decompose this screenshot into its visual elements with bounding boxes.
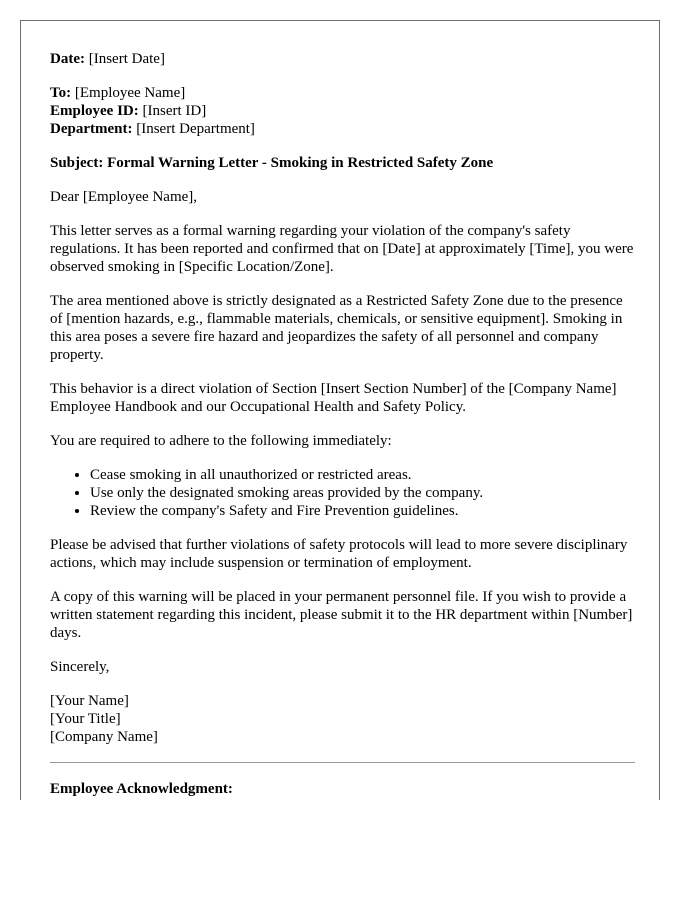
closing-paragraph: Please be advised that further violations of safety protocols will lead to more severe disciplinary actions, which may include suspension or termination of employment. [50,537,628,571]
subject-text: Subject: Formal Warning Letter - Smoking in Restricted Safety Zone [50,155,494,171]
date-label: Date: [50,51,85,67]
department-label: Department: [50,121,133,137]
body-paragraph: This letter serves as a formal warning regarding your violation of the company's safety regulations. It has been reported and confirmed that on [Date] at approximately [Time], you were observed smoking in [Specific Location/Zone]. [50,223,634,275]
body-paragraph: The area mentioned above is strictly designated as a Restricted Safety Zone due to the presence of [mention hazards, e.g., flammable materials, chemicals, or sensitive equipment]. Smoking in this area poses a severe fire hazard and jeopardizes the safety of all personnel and company property. [50,293,623,363]
employee-id-line [50,102,635,120]
signature-name: [Your Name] [50,693,129,709]
body-paragraph: This behavior is a direct violation of Section [Insert Section Number] of the [Company Name] Employee Handbook and our Occupational Health and Safety Policy. [50,381,617,415]
requirements-list [50,466,635,520]
signoff: Sincerely, [50,659,110,675]
date-value: [Insert Date] [88,51,165,67]
section-divider [50,762,635,763]
department-line [50,120,635,138]
body-paragraph: You are required to adhere to the following immediately: [50,433,392,449]
subject-line [50,154,635,172]
to-line [50,84,635,102]
salutation: Dear [Employee Name], [50,189,198,205]
employee-id-value: [Insert ID] [142,103,207,119]
to-label: To: [50,85,72,101]
list-item: • Cease smoking in all unauthorized or restricted areas. [90,466,635,484]
signature-block [50,692,635,746]
recipient-block [50,84,635,138]
closing-paragraph: A copy of this warning will be placed in your permanent personnel file. If you wish to provide a written statement regarding this incident, please submit it to the HR department within [Number] days. [50,589,633,641]
date-line [50,50,635,68]
list-item: • Review the company's Safety and Fire Prevention guidelines. [90,502,635,520]
signature-title: [Your Title] [50,711,121,727]
employee-id-label: Employee ID: [50,103,139,119]
department-value: [Insert Department] [136,121,255,137]
to-value: [Employee Name] [74,85,186,101]
acknowledgment-heading [50,780,635,798]
acknowledgment-title: Employee Acknowledgment: [50,781,233,797]
letter-page [20,20,660,800]
signature-company: [Company Name] [50,729,158,745]
letter-content [50,50,635,798]
list-item: • Use only the designated smoking areas provided by the company. [90,484,635,502]
